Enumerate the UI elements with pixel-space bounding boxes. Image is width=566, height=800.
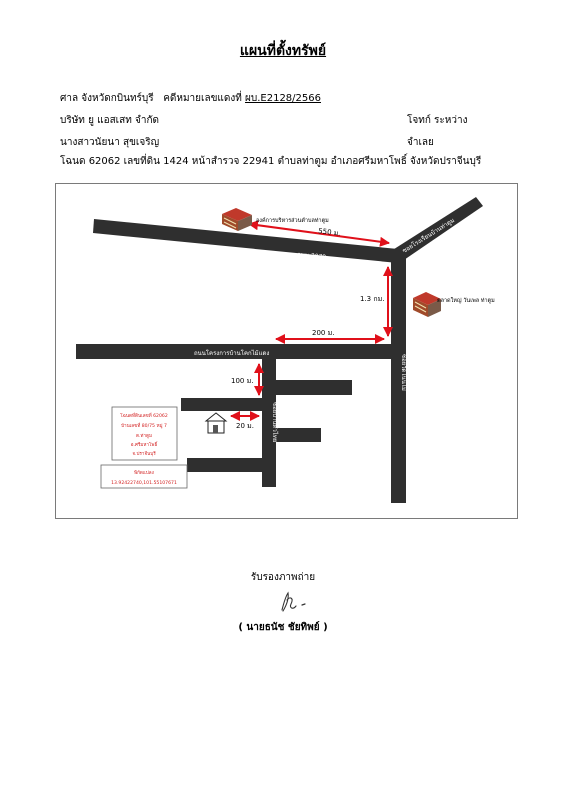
certification-label: รับรองภาพถ่าย bbox=[250, 572, 316, 583]
market-building-icon bbox=[413, 292, 441, 317]
distance-20: 20 ม. bbox=[236, 422, 254, 430]
location-map bbox=[55, 183, 518, 519]
signer-name: ( นายธนัช ชัยทิพย์ ) bbox=[238, 622, 328, 633]
property-subdistrict: ต.ท่าตูม bbox=[135, 434, 153, 439]
road-label-soi-temple: ซอยวัดโนนไม่ bbox=[400, 354, 407, 391]
road-branch-left bbox=[181, 398, 262, 411]
road-branch-lower-left bbox=[187, 458, 262, 472]
road-branch-lower-right bbox=[276, 428, 321, 442]
property-province: จ.ปราจีนบุรี bbox=[132, 452, 156, 457]
court-line bbox=[60, 91, 321, 106]
deed-line: โฉนด 62062 เลขที่ดิน 1424 หน้าสำรวจ 22941 ตำบลท่าตูม อำเภอศรีมหาโพธิ์ จังหวัดปราจีนบุรี bbox=[60, 156, 482, 167]
case-number: ผบ.E2128/2566 bbox=[245, 93, 321, 104]
coordinates-value: 13.92422740,101.55107671 bbox=[111, 481, 177, 486]
road-label-main: ถนนโครงการบ้านโคกไม้แดง bbox=[194, 350, 270, 357]
defendant-name: นางสาวนัยนา สุขเจริญ bbox=[60, 137, 160, 148]
road-label-soi-school: ซอยโรงเรียนบ้านท่าตูม bbox=[401, 217, 456, 255]
sao-building-icon bbox=[222, 208, 252, 231]
signature bbox=[274, 590, 324, 614]
road-label-3079: ถนน 3079 bbox=[296, 251, 327, 262]
plaintiff-role: โจทก์ ระหว่าง bbox=[407, 115, 468, 126]
court-name: ศาล จังหวัดกบินทร์บุรี bbox=[60, 93, 154, 104]
distance-100: 100 ม. bbox=[231, 377, 254, 385]
defendant-role: จำเลย bbox=[407, 137, 434, 148]
property-deed: โฉนดที่ดินเลขที่ 62062 bbox=[120, 414, 168, 419]
distance-550: 550 ม. bbox=[317, 227, 342, 238]
road-branch-upper bbox=[276, 380, 352, 395]
road-label-soi-kaithai: ซอยบ้านทั่วไทย bbox=[271, 402, 278, 443]
market-label: ตลาดใหญ่ วันเพล ท่าตูม bbox=[437, 298, 495, 304]
sao-label: องค์การบริหารส่วนตำบลท่าตูม bbox=[256, 218, 329, 224]
plaintiff-name: บริษัท ยู แอสเสท จำกัด bbox=[60, 115, 159, 126]
distance-200: 200 ม. bbox=[312, 329, 335, 337]
distance-1-3km: 1.3 กม. bbox=[360, 295, 385, 303]
coordinates-label: พิกัดแปลง bbox=[134, 471, 154, 476]
house-icon bbox=[206, 413, 226, 433]
map-canvas bbox=[56, 184, 517, 518]
case-label: คดีหมายเลขแดงที่ bbox=[163, 93, 242, 104]
page-title: แผนที่ตั้งทรัพย์ bbox=[239, 43, 327, 59]
property-district: อ.ศรีมหาโพธิ์ bbox=[130, 443, 158, 448]
property-house-no: บ้านเลขที่ 80/75 หมู่ 7 bbox=[121, 424, 167, 429]
